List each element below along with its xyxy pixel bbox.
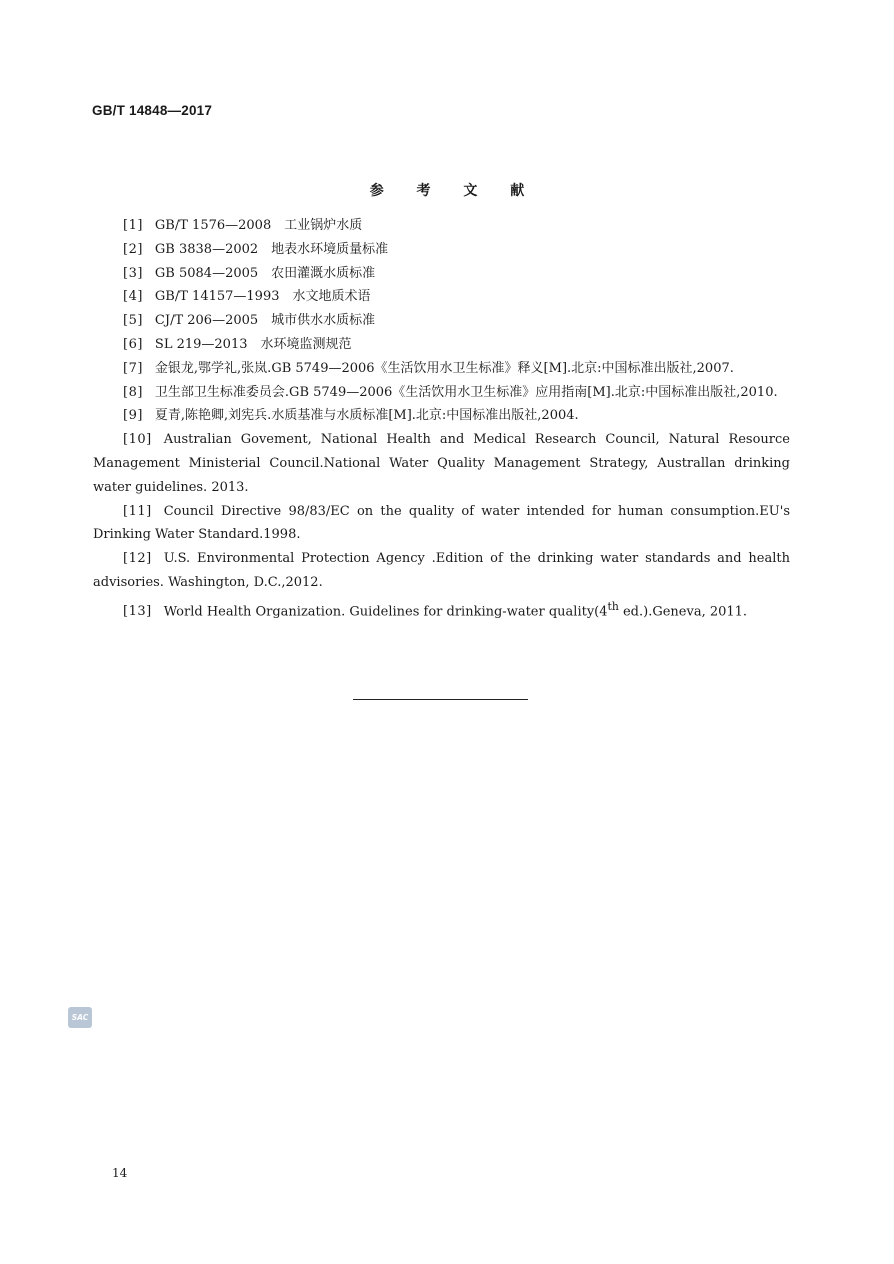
reference-item — [93, 428, 790, 499]
reference-item — [93, 595, 790, 624]
reference-item — [93, 309, 790, 333]
reference-text: 卫生部卫生标准委员会.GB 5749—2006《生活饮用水卫生标准》应用指南[M].北京:中国标准出版社,2010. — [154, 384, 778, 400]
reference-item — [93, 547, 790, 595]
end-of-document-line — [353, 699, 528, 700]
reference-item — [93, 333, 790, 357]
reference-text: GB/T 14157—1993 水文地质术语 — [154, 289, 371, 305]
reference-text: 金银龙,鄂学礼,张岚.GB 5749—2006《生活饮用水卫生标准》释义[M].北京:中国标准出版社,2007. — [154, 360, 734, 376]
reference-item — [93, 381, 790, 405]
reference-text: GB 3838—2002 地表水环境质量标准 — [154, 241, 389, 257]
section-title: 参 考 文 献 — [369, 183, 539, 199]
reference-item — [93, 214, 790, 238]
page-number: 14 — [112, 1166, 128, 1180]
logo-text: SAC — [71, 1013, 89, 1022]
sac-logo-icon — [68, 1007, 92, 1028]
reference-text: CJ/T 206—2005 城市供水水质标准 — [154, 313, 376, 329]
reference-number: [3] — [123, 265, 143, 281]
reference-number: [9] — [123, 408, 143, 424]
reference-text: Council Directive 98/83/EC on the quality of water intended for human consumption.EU's Drinking Water Standard.1998. — [93, 503, 790, 543]
reference-item — [93, 357, 790, 381]
reference-number: [4] — [123, 289, 143, 305]
reference-number: [12] — [123, 551, 152, 567]
reference-number: [6] — [123, 336, 143, 352]
reference-number: [7] — [123, 360, 143, 376]
reference-number: [11] — [123, 503, 152, 519]
reference-text: GB/T 1576—2008 工业锅炉水质 — [154, 218, 363, 233]
reference-text: SL 219—2013 水环境监测规范 — [154, 336, 352, 352]
reference-item — [93, 500, 790, 548]
reference-item — [93, 238, 790, 262]
reference-item — [93, 285, 790, 309]
superscript-ordinal: th — [607, 599, 619, 613]
standard-code: GB/T 14848—2017 — [92, 103, 213, 118]
reference-number: [1] — [123, 218, 143, 233]
reference-text: 夏青,陈艳卿,刘宪兵.水质基准与水质标准[M].北京:中国标准出版社,2004. — [154, 408, 579, 424]
reference-item — [93, 262, 790, 286]
reference-number: [13] — [123, 604, 152, 620]
reference-list — [93, 214, 790, 624]
reference-number: [2] — [123, 241, 143, 257]
reference-text: U.S. Environmental Protection Agency .Edition of the drinking water standards and health advisories. Washington, D.C.,2012. — [93, 551, 790, 590]
reference-number: [8] — [123, 384, 143, 400]
reference-text: World Health Organization. Guidelines for drinking-water quality(4 — [163, 604, 608, 620]
reference-item — [93, 404, 790, 428]
reference-text: Australian Govement, National Health and Medical Research Council, Natural Resource Management Ministerial Council.National Water Quality Management Strategy, Australlan drinking water guidelines. 2013. — [93, 432, 790, 495]
reference-text: GB 5084—2005 农田灌溉水质标准 — [154, 265, 376, 281]
reference-number: [5] — [123, 313, 143, 329]
reference-number: [10] — [123, 432, 152, 448]
reference-text-continued: ed.).Geneva, 2011. — [618, 604, 748, 620]
